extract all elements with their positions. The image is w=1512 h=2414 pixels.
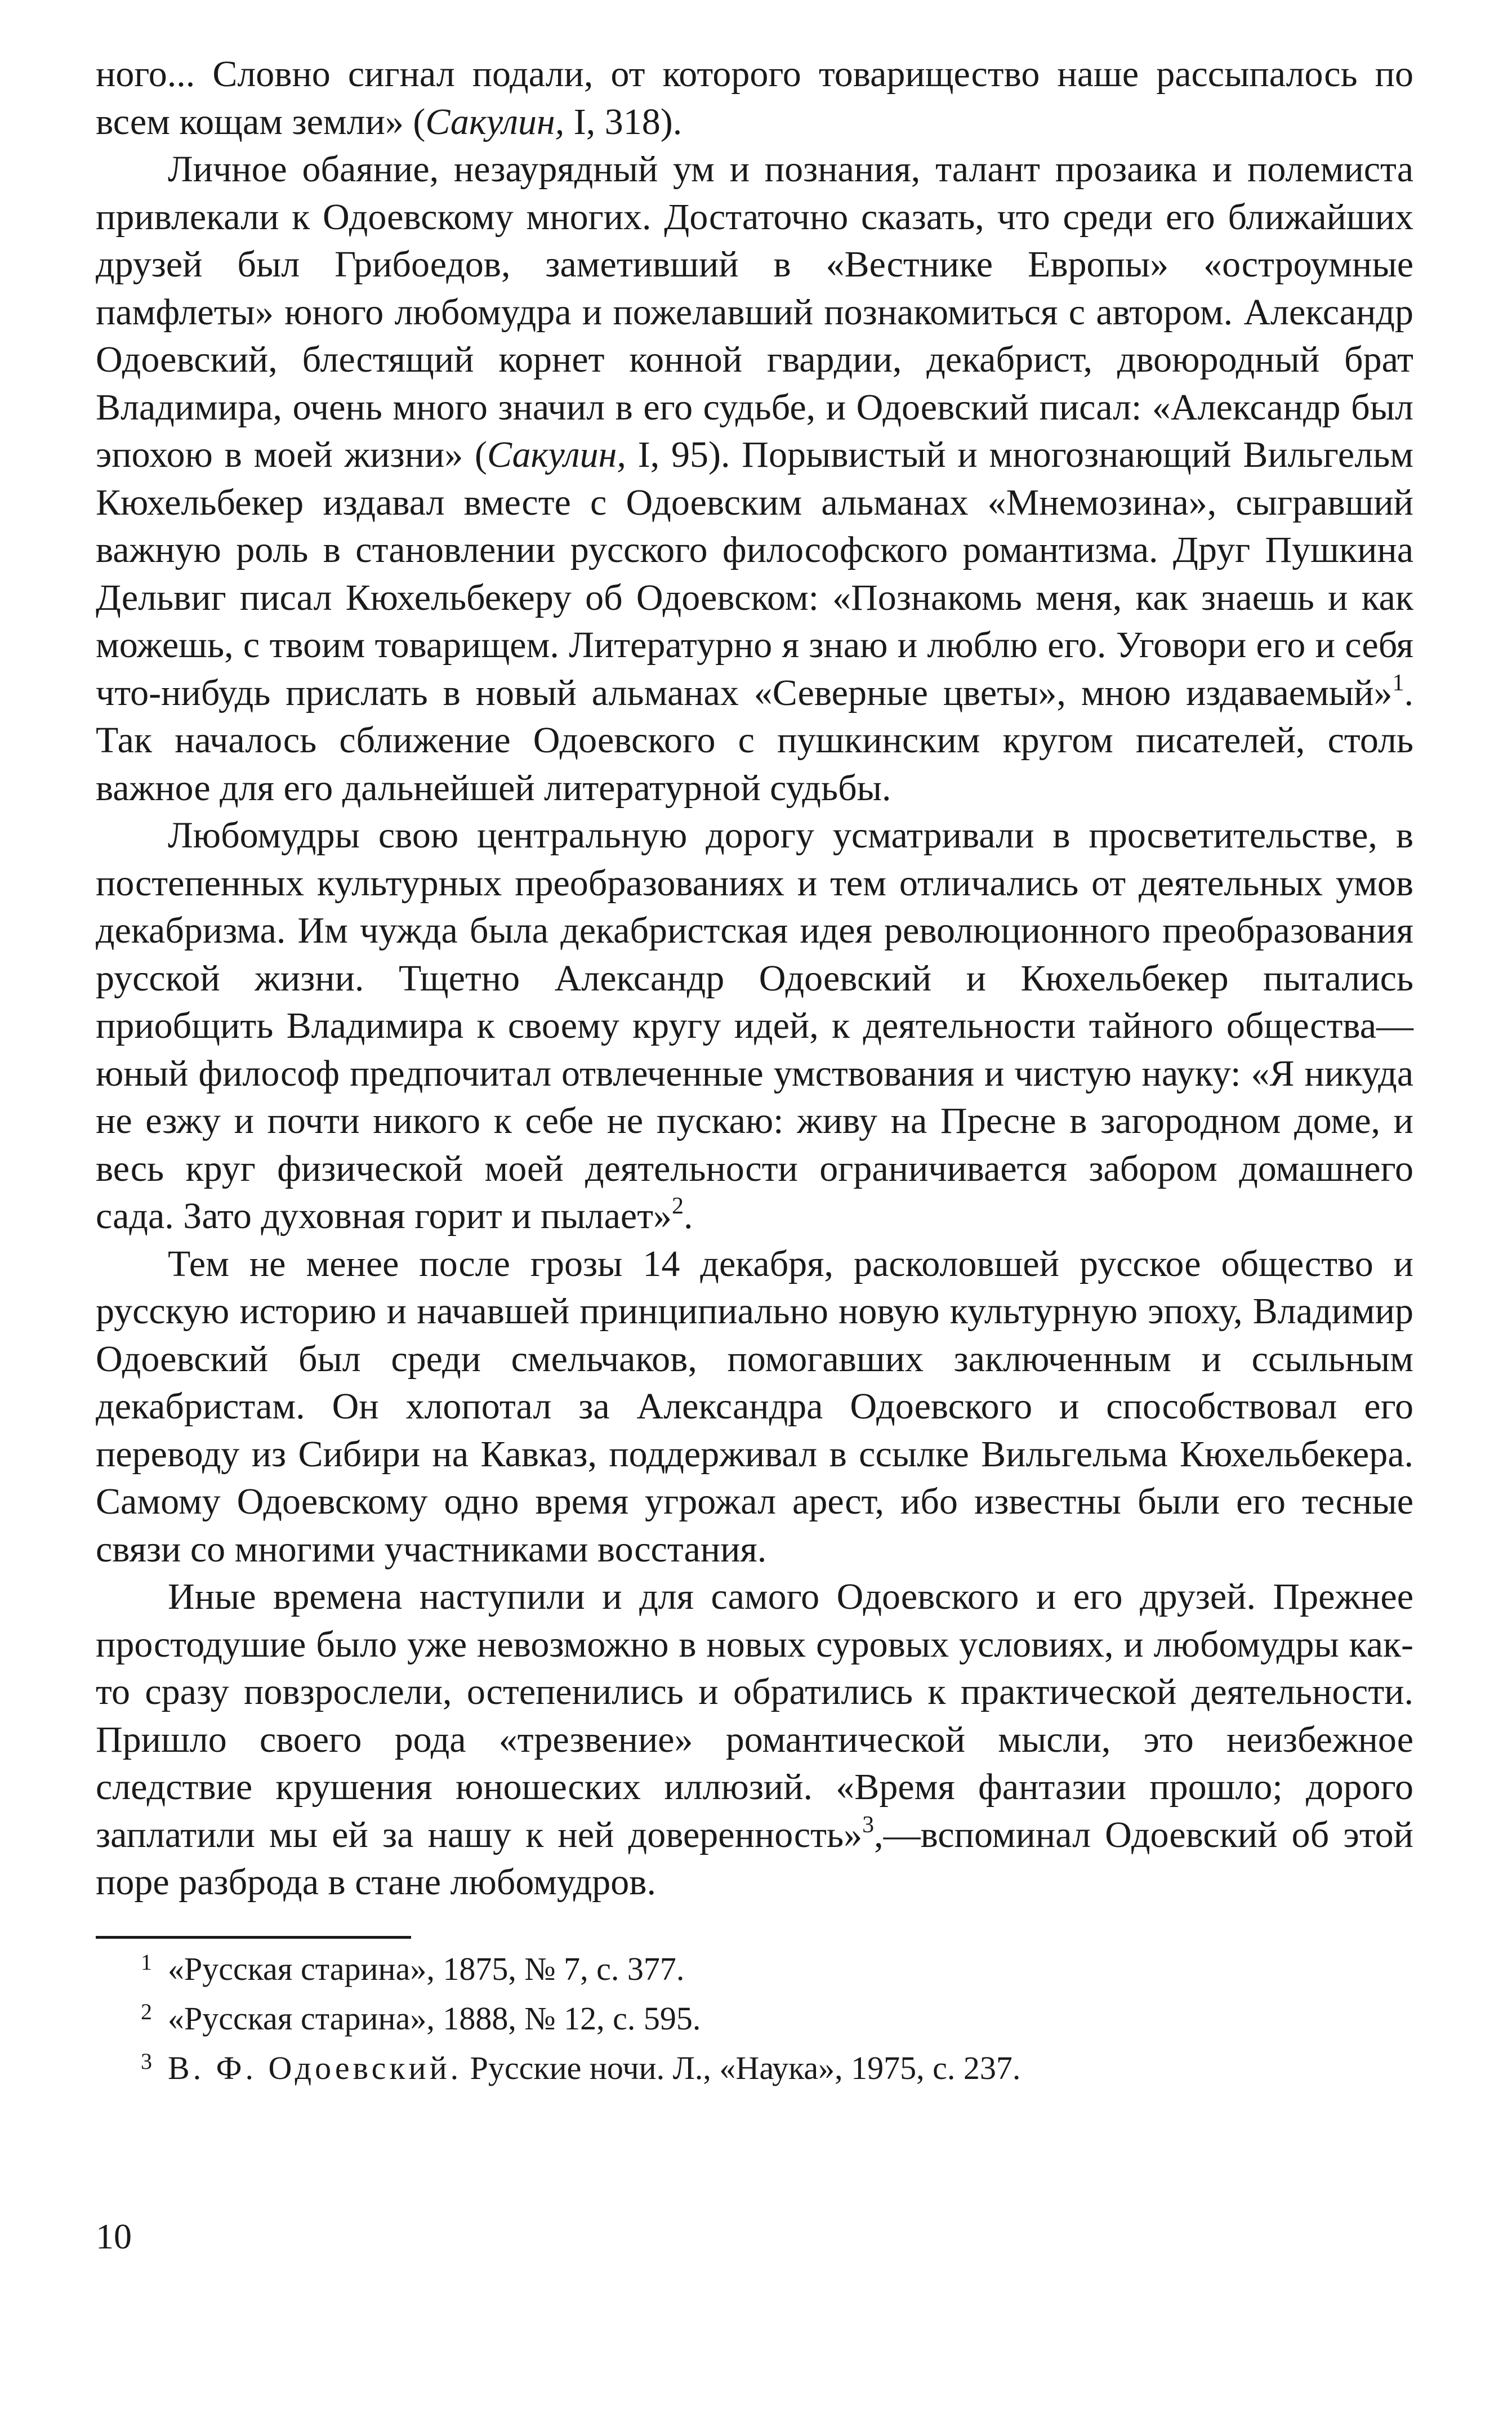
footnote-ref: 1: [1392, 670, 1404, 696]
footnote-text: «Русская старина», 1888, № 12, с. 595.: [168, 2000, 701, 2037]
paragraph: [96, 51, 1413, 146]
paragraph: [96, 146, 1413, 812]
text-run: Личное обаяние, незаурядный ум и познания, талант прозаика и полемиста привлекали к Одоевскому многих. Достаточно сказать, что среди его ближайших друзей был Грибоедов, заметивший в «Вестнике Европы» «остроумные памфлеты» юного любомудра и пожелавший познакомиться с автором. Александр Одоевский, блестящий корнет конной гвардии, декабрист, двоюродный брат Владимира, очень много значил в его судьбе, и Одоевский писал: «Александр был эпохою в моей жизни» (: [96, 149, 1413, 475]
body-text: [96, 51, 1413, 1907]
paragraph: [96, 1241, 1413, 1574]
book-page: [96, 51, 1413, 2090]
page-number: 10: [96, 2216, 132, 2256]
footnote-number: 3: [141, 2048, 152, 2074]
text-run: Иные времена наступили и для самого Одоевского и его друзей. Прежнее простодушие было уже невозможно в новых суровых условиях, и любомудры как-то сразу повзрослели, остепенились и обратились к практической деятельности. Пришло своего рода «трезвение» романтической мысли, это неизбежное следствие крушения юношеских иллюзий. «Время фантазии прошло; дорого заплатили мы ей за нашу к ней доверенность»: [96, 1576, 1413, 1855]
text-run: ного... Словно сигнал подали, от которого товарищество наше рассыпалось по всем кощам земли» (: [96, 53, 1413, 142]
text-run: .: [684, 1195, 693, 1237]
text-run: I, 318).: [564, 101, 683, 142]
text-run: Любомудры свою центральную дорогу усматривали в просветительстве, в постепенных культурных преобразованиях и тем отличались от деятельных умов декабризма. Им чужда была декабристская идея революционного преобразования русской жизни. Тщетно Александр Одоевский и Кюхельбекер пытались приобщить Владимира к своему кругу идей, к деятельности тайного общества—юный философ предпочитал отвлеченные умствования и чистую науку: «Я никуда не езжу и почти никого к себе не пускаю: живу на Пресне в загородном доме, и весь круг физической моей деятельности ограничивается забором домашнего сада. Зато духовная горит и пылает»: [96, 815, 1413, 1237]
footnote-2: [96, 1991, 1413, 2040]
text-run: Тем не менее после грозы 14 декабря, расколовшей русское общество и русскую историю и начавшей принципиально новую культурную эпоху, Владимир Одоевский был среди смельчаков, помогавших заключенным и ссыльным декабристам. Он хлопотал за Александра Одоевского и способствовал его переводу из Сибири на Кавказ, поддерживал в ссылке Вильгельма Кюхельбекера. Самому Одоевскому одно время угрожал арест, ибо известны были его тесные связи со многими участниками восстания.: [96, 1243, 1413, 1570]
text-run: ,—вспоминал Одоевский об этой поре разброда в стане любомудров.: [96, 1814, 1413, 1903]
footnote-ref: 2: [672, 1193, 684, 1219]
footnote-rule: [96, 1936, 411, 1939]
citation-author: Сакулин,: [487, 434, 626, 475]
footnotes: [96, 1941, 1413, 2090]
text-run: I, 95). Порывистый и многознающий Вильгельм Кюхельбекер издавал вместе с Одоевским альманах «Мнемозина», сыгравший важную роль в становлении русского философского романтизма. Друг Пушкина Дельвиг писал Кюхельбекеру об Одоевском: «Познакомь меня, как знаешь и как можешь, с твоим товарищем. Литературно я знаю и люблю его. Уговори его и себя что-нибудь прислать в новый альманах «Северные цветы», мною издаваемый»: [96, 434, 1413, 713]
footnote-text: Русские ночи. Л., «Наука», 1975, с. 237.: [462, 2049, 1021, 2086]
paragraph: [96, 1573, 1413, 1907]
text-run: . Так началось сближение Одоевского с пушкинским кругом писателей, столь важное для его дальнейшей литературной судьбы.: [96, 672, 1413, 809]
footnote-1: [96, 1941, 1413, 1991]
footnote-number: 2: [141, 1998, 152, 2024]
footnote-number: 1: [141, 1949, 152, 1975]
footnote-text: «Русская старина», 1875, № 7, с. 377.: [168, 1950, 685, 1987]
footnote-author: В. Ф. Одоевский.: [168, 2049, 462, 2086]
paragraph: [96, 812, 1413, 1241]
citation-author: Сакулин,: [425, 101, 565, 142]
footnote-3: [96, 2040, 1413, 2090]
footnote-ref: 3: [862, 1811, 875, 1838]
